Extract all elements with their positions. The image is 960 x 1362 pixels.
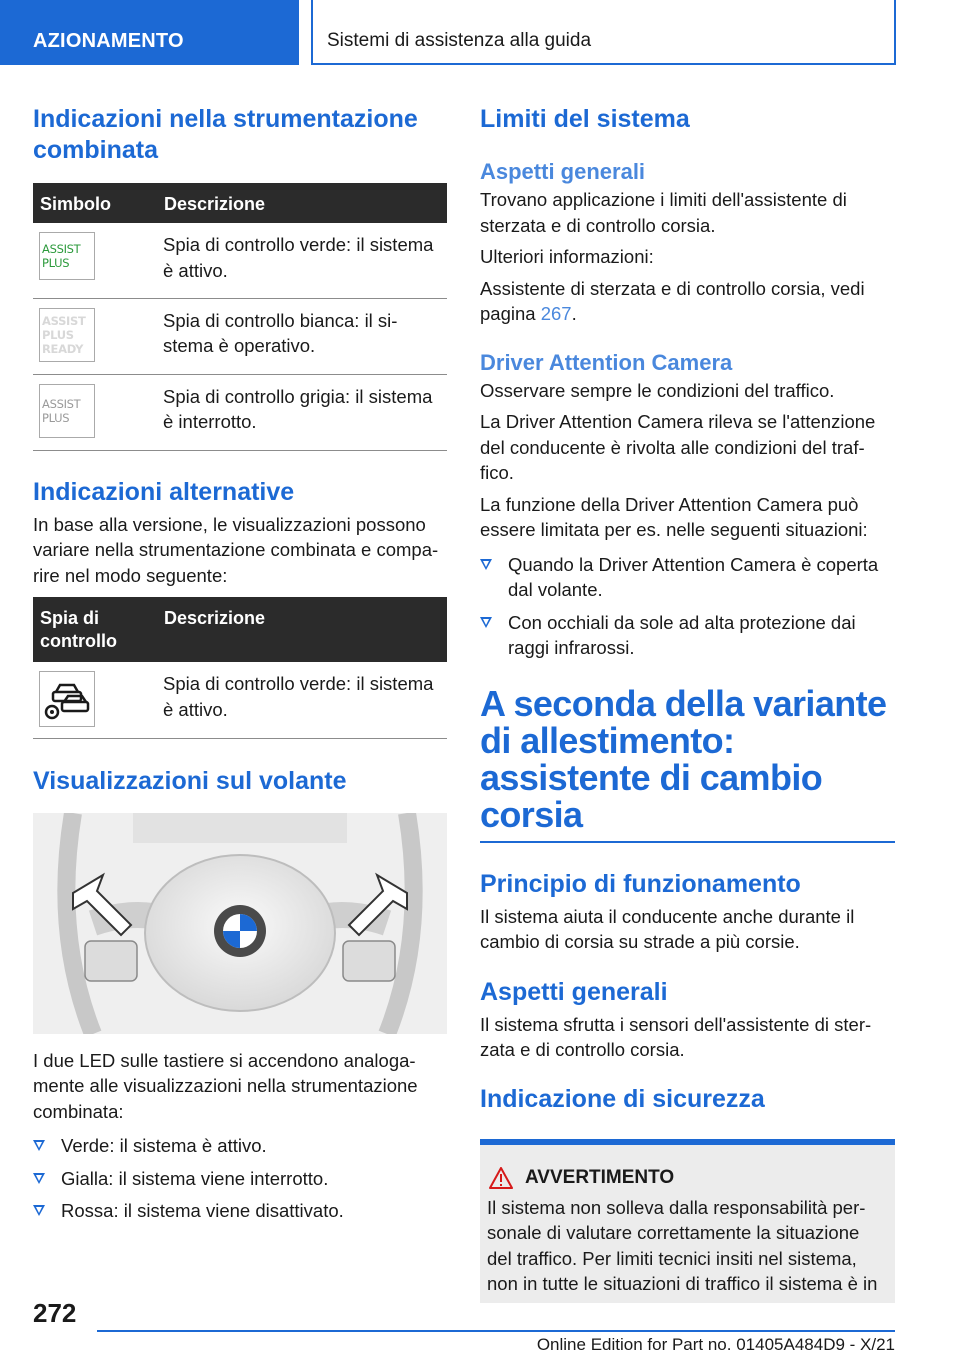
table-row — [33, 374, 447, 450]
alternatives-table — [33, 597, 447, 739]
symbol-cell — [33, 662, 157, 738]
list-item: Quando la Driver Attention Camera è coperta dal volante. — [480, 552, 895, 603]
assist-plus-ready-white-icon: ASSIST PLUS READY — [39, 308, 95, 362]
col-description-header: Descrizione — [157, 183, 447, 223]
camera-limit-list — [480, 552, 895, 661]
camera-heading: Driver Attention Camera — [480, 349, 733, 375]
table-header-row — [33, 597, 447, 662]
warning-box — [480, 1139, 895, 1303]
edition-footer: Online Edition for Part no. 01405A484D9 - X/21 — [536, 1335, 895, 1354]
symbol-cell — [33, 223, 157, 298]
indicators-table — [33, 183, 447, 451]
lane-change-heading: A seconda della variante di allestimento: assistente di cambio corsia — [480, 682, 887, 835]
lane-change-car-icon — [39, 671, 95, 727]
assist-plus-green-icon: ASSIST PLUS — [39, 232, 95, 280]
page-link[interactable]: 267 — [540, 303, 572, 324]
list-item: Verde: il sistema è attivo. — [33, 1133, 447, 1159]
more-info-text: Ulteriori informazioni: — [480, 246, 654, 267]
list-item: Con occhiali da sole ad alta protezione dai raggi infrarossi. — [480, 610, 895, 661]
triangle-bullet-icon — [33, 1140, 45, 1151]
list-item: Gialla: il sistema viene interrotto. — [33, 1166, 447, 1192]
triangle-bullet-icon — [33, 1173, 45, 1184]
camera-text-2: La Driver Attention Camera rileva se l'attenzione del conducente è rivolta alle condizioni del traf-fico. — [480, 411, 876, 483]
warning-text: Il sistema non solleva dalla responsabilità per-sonale di valutare correttamente la situazione del traffico. Per limiti tecnici insiti nel sistema, non in tutte le situazioni di traffico il sistema è in — [487, 1196, 878, 1294]
safety-heading: Indicazione di sicurezza — [480, 1084, 765, 1113]
heading-rule — [480, 841, 895, 843]
limits-heading: Limiti del sistema — [480, 105, 690, 133]
alternatives-heading: Indicazioni alternative — [33, 477, 295, 506]
triangle-bullet-icon — [33, 1205, 45, 1216]
symbol-cell — [33, 374, 157, 450]
description-cell: Spia di controllo grigia: il sistema è interrotto. — [157, 374, 447, 450]
right-column — [480, 100, 895, 1303]
col-symbol-header: Simbolo — [33, 183, 157, 223]
principle-text: Il sistema aiuta il conducente anche durante il cambio di corsia su strade a più corsie. — [480, 905, 855, 952]
list-item: Rossa: il sistema viene disattivato. — [33, 1198, 447, 1224]
warning-triangle-icon — [489, 1167, 513, 1189]
wheel-text: I due LED sulle tastiere si accendono analoga-mente alle visualizzazioni nella strumentazione combinata: — [33, 1049, 418, 1122]
warning-label: AVVERTIMENTO — [525, 1166, 675, 1188]
cross-reference: Assistente di sterzata e di controllo corsia, vedi pagina 267. — [480, 277, 865, 324]
general-text: Il sistema sfrutta i sensori dell'assistente di ster-zata e di controllo corsia. — [480, 1013, 872, 1060]
section-tab: AZIONAMENTO — [0, 0, 299, 65]
triangle-bullet-icon — [480, 559, 492, 570]
indicators-heading: Indicazioni nella strumentazione combinata — [33, 105, 418, 164]
description-cell: Spia di controllo verde: il sistema è attivo. — [157, 662, 447, 738]
table-row — [33, 662, 447, 738]
camera-text-1: Osservare sempre le condizioni del traffico. — [480, 379, 835, 401]
description-cell: Spia di controllo bianca: il si-stema è operativo. — [157, 298, 447, 374]
wheel-led-list — [33, 1133, 447, 1224]
wheel-heading: Visualizzazioni sul volante — [33, 766, 347, 795]
triangle-bullet-icon — [480, 617, 492, 628]
col-description-header: Descrizione — [157, 597, 447, 662]
limits-general-heading: Aspetti generali — [480, 159, 646, 184]
table-row — [33, 223, 447, 298]
table-header-row — [33, 183, 447, 223]
symbol-cell — [33, 298, 157, 374]
chapter-title: Sistemi di assistenza alla guida — [311, 0, 896, 65]
steering-wheel-illustration — [33, 813, 447, 1034]
principle-heading: Principio di funzionamento — [480, 869, 801, 898]
col-lamp-header: Spia di controllo — [33, 597, 157, 662]
page-number: 272 — [33, 1298, 77, 1328]
left-column — [33, 100, 447, 1231]
warning-title — [489, 1167, 888, 1189]
general-heading: Aspetti generali — [480, 977, 668, 1006]
limits-general-text: Trovano applicazione i limiti dell'assistente di sterzata e di controllo corsia. — [480, 189, 847, 236]
description-cell: Spia di controllo verde: il sistema è attivo. — [157, 223, 447, 298]
table-row — [33, 298, 447, 374]
footer-rule — [97, 1330, 895, 1332]
alternatives-text: In base alla versione, le visualizzazioni possono variare nella strumentazione combinata e compa-rire nel modo seguente: — [33, 513, 439, 586]
assist-plus-grey-icon: ASSIST PLUS — [39, 384, 95, 438]
camera-text-3: La funzione della Driver Attention Camera può essere limitata per es. nelle seguenti situazioni: — [480, 493, 868, 540]
